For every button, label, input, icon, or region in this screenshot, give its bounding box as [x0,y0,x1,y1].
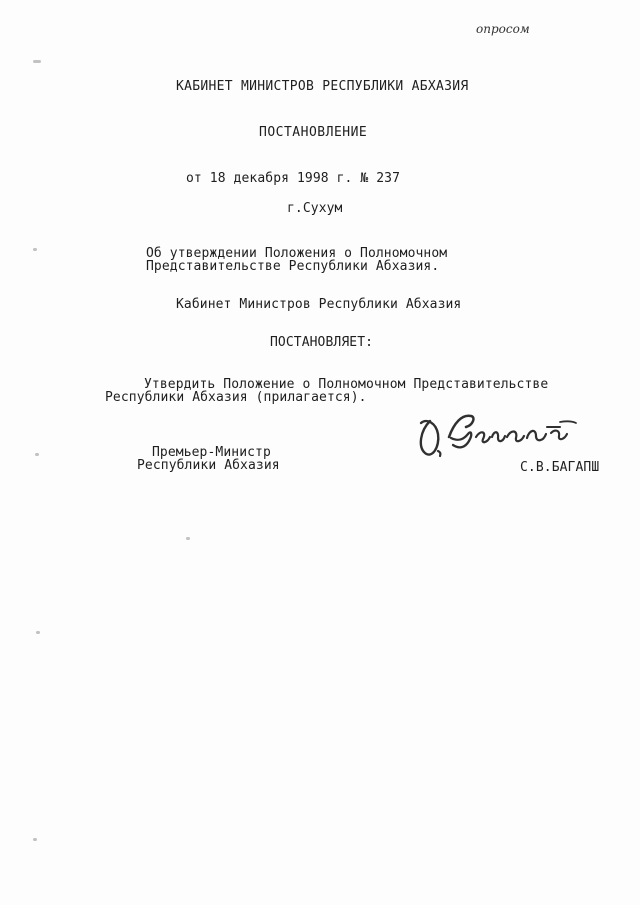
signer-title-line-2: Республики Абхазия [137,458,280,473]
city-line: г.Сухум [287,201,343,216]
issuer-line: Кабинет Министров Республики Абхазия [176,297,462,312]
subject-line-1: Об утверждении Положения о Полномочном [146,246,448,261]
scan-speck [33,248,37,251]
handwritten-signature [410,403,580,465]
signer-name: С.В.БАГАПШ [520,460,600,475]
cabinet-heading: КАБИНЕТ МИНИСТРОВ РЕСПУБЛИКИ АБХАЗИЯ [176,79,469,94]
signer-title-line-1: Премьер-Министр [152,445,271,460]
date-number-line: от 18 декабря 1998 г. № 237 [186,171,401,186]
scan-speck [36,631,40,634]
scan-speck [33,60,41,63]
body-line-2: Республики Абхазия (прилагается). [105,390,367,405]
scan-speck [186,537,190,540]
body-line-1: Утвердить Положение о Полномочном Представительстве [144,377,549,392]
resolves-line: ПОСТАНОВЛЯЕТ: [270,335,374,350]
scan-speck [33,838,37,841]
document-type: ПОСТАНОВЛЕНИЕ [259,125,368,140]
corner-note: опросом [476,22,530,36]
scan-speck [35,453,39,456]
subject-line-2: Представительстве Республики Абхазия. [146,259,440,274]
